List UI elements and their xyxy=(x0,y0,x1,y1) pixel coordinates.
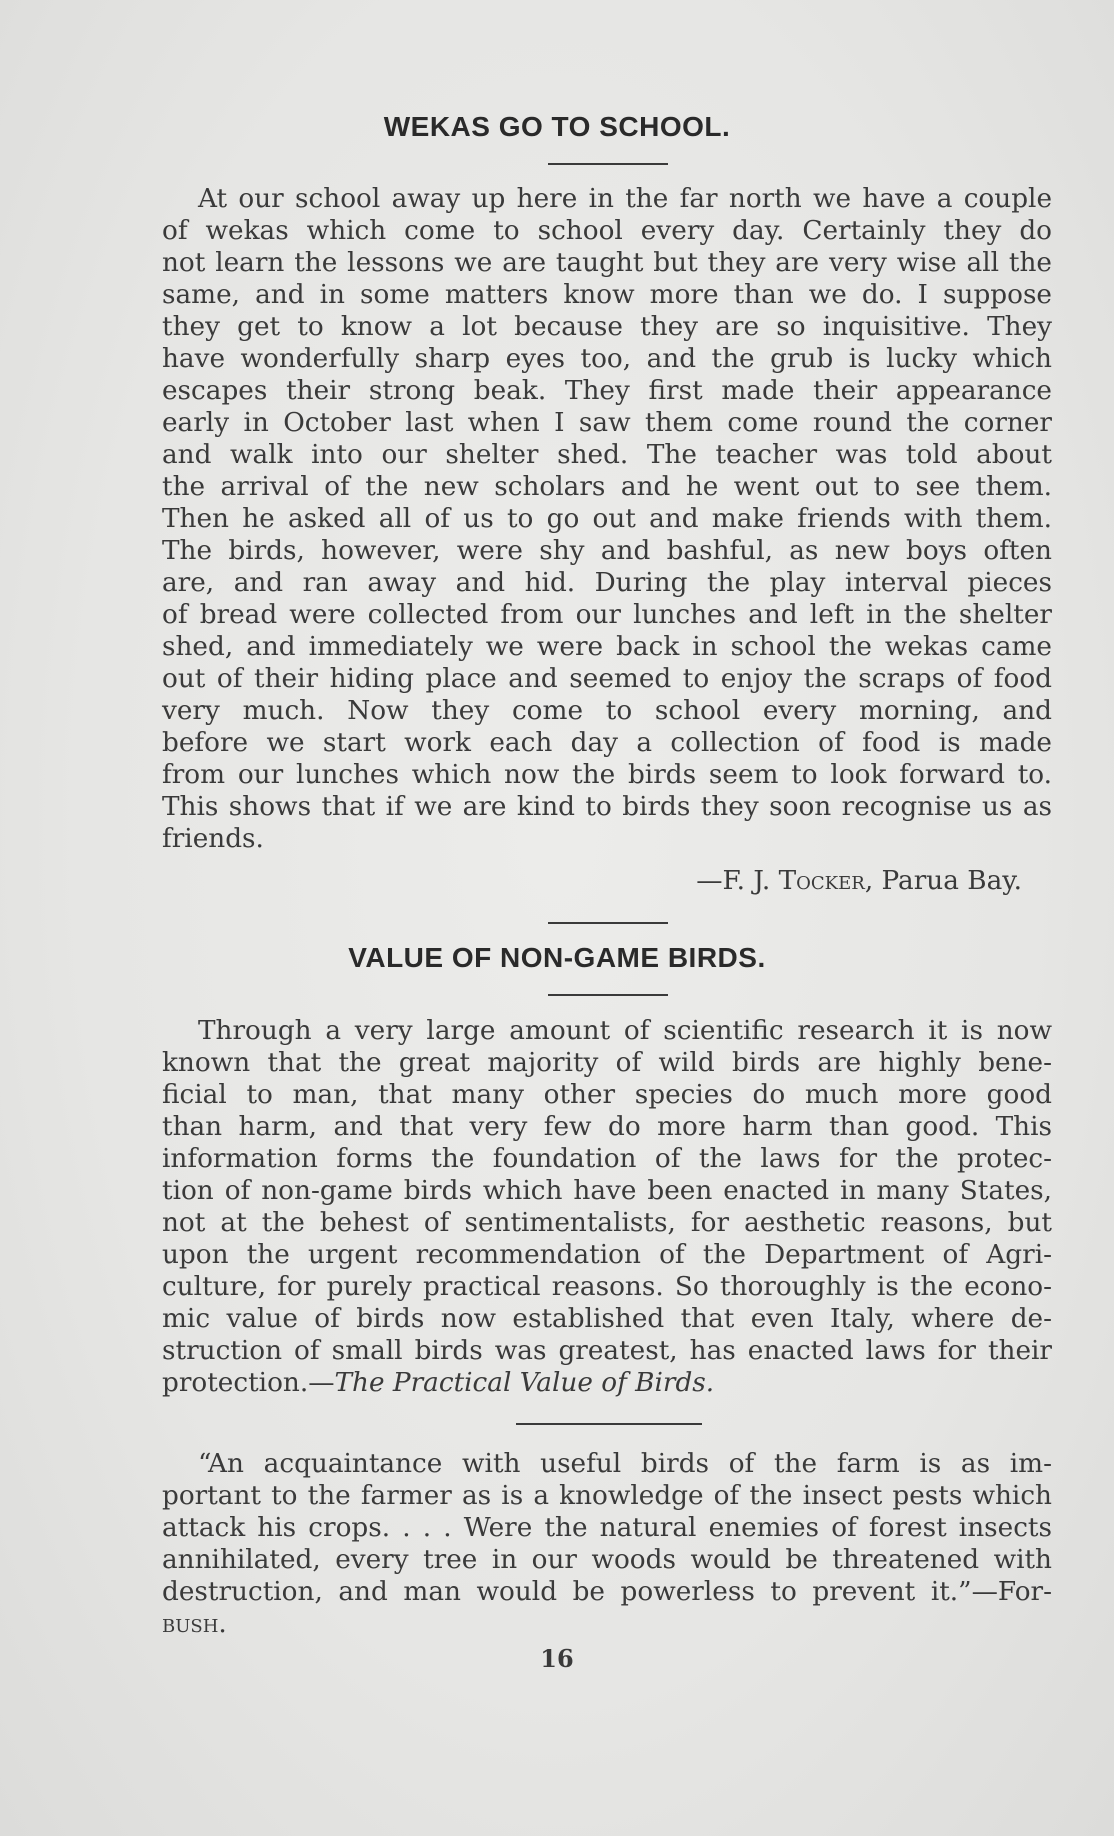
text-line: friends. xyxy=(162,824,264,854)
non-game-paragraph xyxy=(162,1015,1052,1399)
text-line: mic value of birds now established that even Italy, where de- xyxy=(162,1304,1052,1334)
citation-source: The Practical Value of Birds. xyxy=(334,1368,715,1398)
text-line: early in October last when I saw them come round the corner xyxy=(162,408,1052,438)
text-line: portant to the farmer as is a knowledge of the insect pests which xyxy=(162,1481,1052,1511)
text-line: This shows that if we are kind to birds they soon recognise us as xyxy=(162,792,1052,822)
text-line: information forms the foundation of the laws for the protec- xyxy=(162,1144,1052,1174)
text-line: and walk into our shelter shed. The teacher was told about xyxy=(162,440,1052,470)
text-line: The birds, however, were shy and bashful, as new boys often xyxy=(162,536,1052,566)
text-line: not at the behest of sentimentalists, for aesthetic reasons, but xyxy=(162,1208,1052,1238)
text-line: same, and in some matters know more than we do. I suppose xyxy=(162,280,1052,310)
text-line: Through a very large amount of scientific research it is now xyxy=(198,1016,1052,1046)
signature-place: , Parua Bay. xyxy=(864,866,1022,896)
text-line: attack his crops. . . . Were the natural enemies of forest insects xyxy=(162,1513,1052,1543)
text-line: shed, and immediately we were back in school the wekas came xyxy=(162,632,1052,662)
text-line: destruction, and man would be powerless to prevent it.”—For- xyxy=(162,1577,1052,1607)
title-rule xyxy=(548,163,668,165)
text-line: Then he asked all of us to go out and make friends with them. xyxy=(162,504,1052,534)
text-line: from our lunches which now the birds seem to look forward to. xyxy=(162,760,1052,790)
wekas-paragraph xyxy=(162,183,1052,855)
text-line: known that the great majority of wild birds are highly bene- xyxy=(162,1048,1052,1078)
text-line: ficial to man, that many other species do much more good xyxy=(162,1080,1052,1110)
text-line: of wekas which come to school every day. Certainly they do xyxy=(162,216,1052,246)
text-line: upon the urgent recommendation of the Department of Agri- xyxy=(162,1240,1052,1270)
text-line: culture, for purely practical reasons. So thoroughly is the econo- xyxy=(162,1272,1052,1302)
section-divider xyxy=(548,922,668,924)
text-line: the arrival of the new scholars and he went out to see them. xyxy=(162,472,1052,502)
text-line: they get to know a lot because they are so inquisitive. They xyxy=(162,312,1052,342)
text-line xyxy=(162,1367,1052,1399)
signature-surname: Tocker xyxy=(778,866,865,896)
text-line: very much. Now they come to school every morning, and xyxy=(162,696,1052,726)
section-title-wekas: WEKAS GO TO SCHOOL. xyxy=(383,111,731,142)
text-line: tion of non-game birds which have been enacted in many States, xyxy=(162,1176,1052,1206)
text-line: At our school away up here in the far north we have a couple xyxy=(198,184,1052,214)
text-line: than harm, and that very few do more harm than good. This xyxy=(162,1112,1052,1142)
text-line: escapes their strong beak. They first made their appearance xyxy=(162,376,1052,406)
section-title-non-game: VALUE OF NON-GAME BIRDS. xyxy=(348,942,766,973)
text-line: not learn the lessons we are taught but they are very wise all the xyxy=(162,248,1052,278)
citation-prefix: protection.— xyxy=(162,1368,335,1398)
text-line: have wonderfully sharp eyes too, and the grub is lucky which xyxy=(162,344,1052,374)
text-line: before we start work each day a collection of food is made xyxy=(162,728,1052,758)
section-divider xyxy=(516,1423,702,1425)
text-line: of bread were collected from our lunches and left in the shelter xyxy=(162,600,1052,630)
text-line: struction of small birds was greatest, has enacted laws for their xyxy=(162,1336,1052,1366)
signature xyxy=(696,866,1022,896)
page-number: 16 xyxy=(540,1644,574,1673)
forbush-quote xyxy=(162,1448,1052,1640)
text-line: out of their hiding place and seemed to enjoy the scraps of food xyxy=(162,664,1052,694)
text-line: “An acquaintance with useful birds of the farm is as im- xyxy=(198,1449,1052,1479)
text-line: annihilated, every tree in our woods would be threatened with xyxy=(162,1545,1052,1575)
text-line: are, and ran away and hid. During the play interval pieces xyxy=(162,568,1052,598)
signature-initials: —F. J. xyxy=(696,866,779,896)
title-rule xyxy=(548,994,668,996)
text-line: bush. xyxy=(162,1609,227,1639)
